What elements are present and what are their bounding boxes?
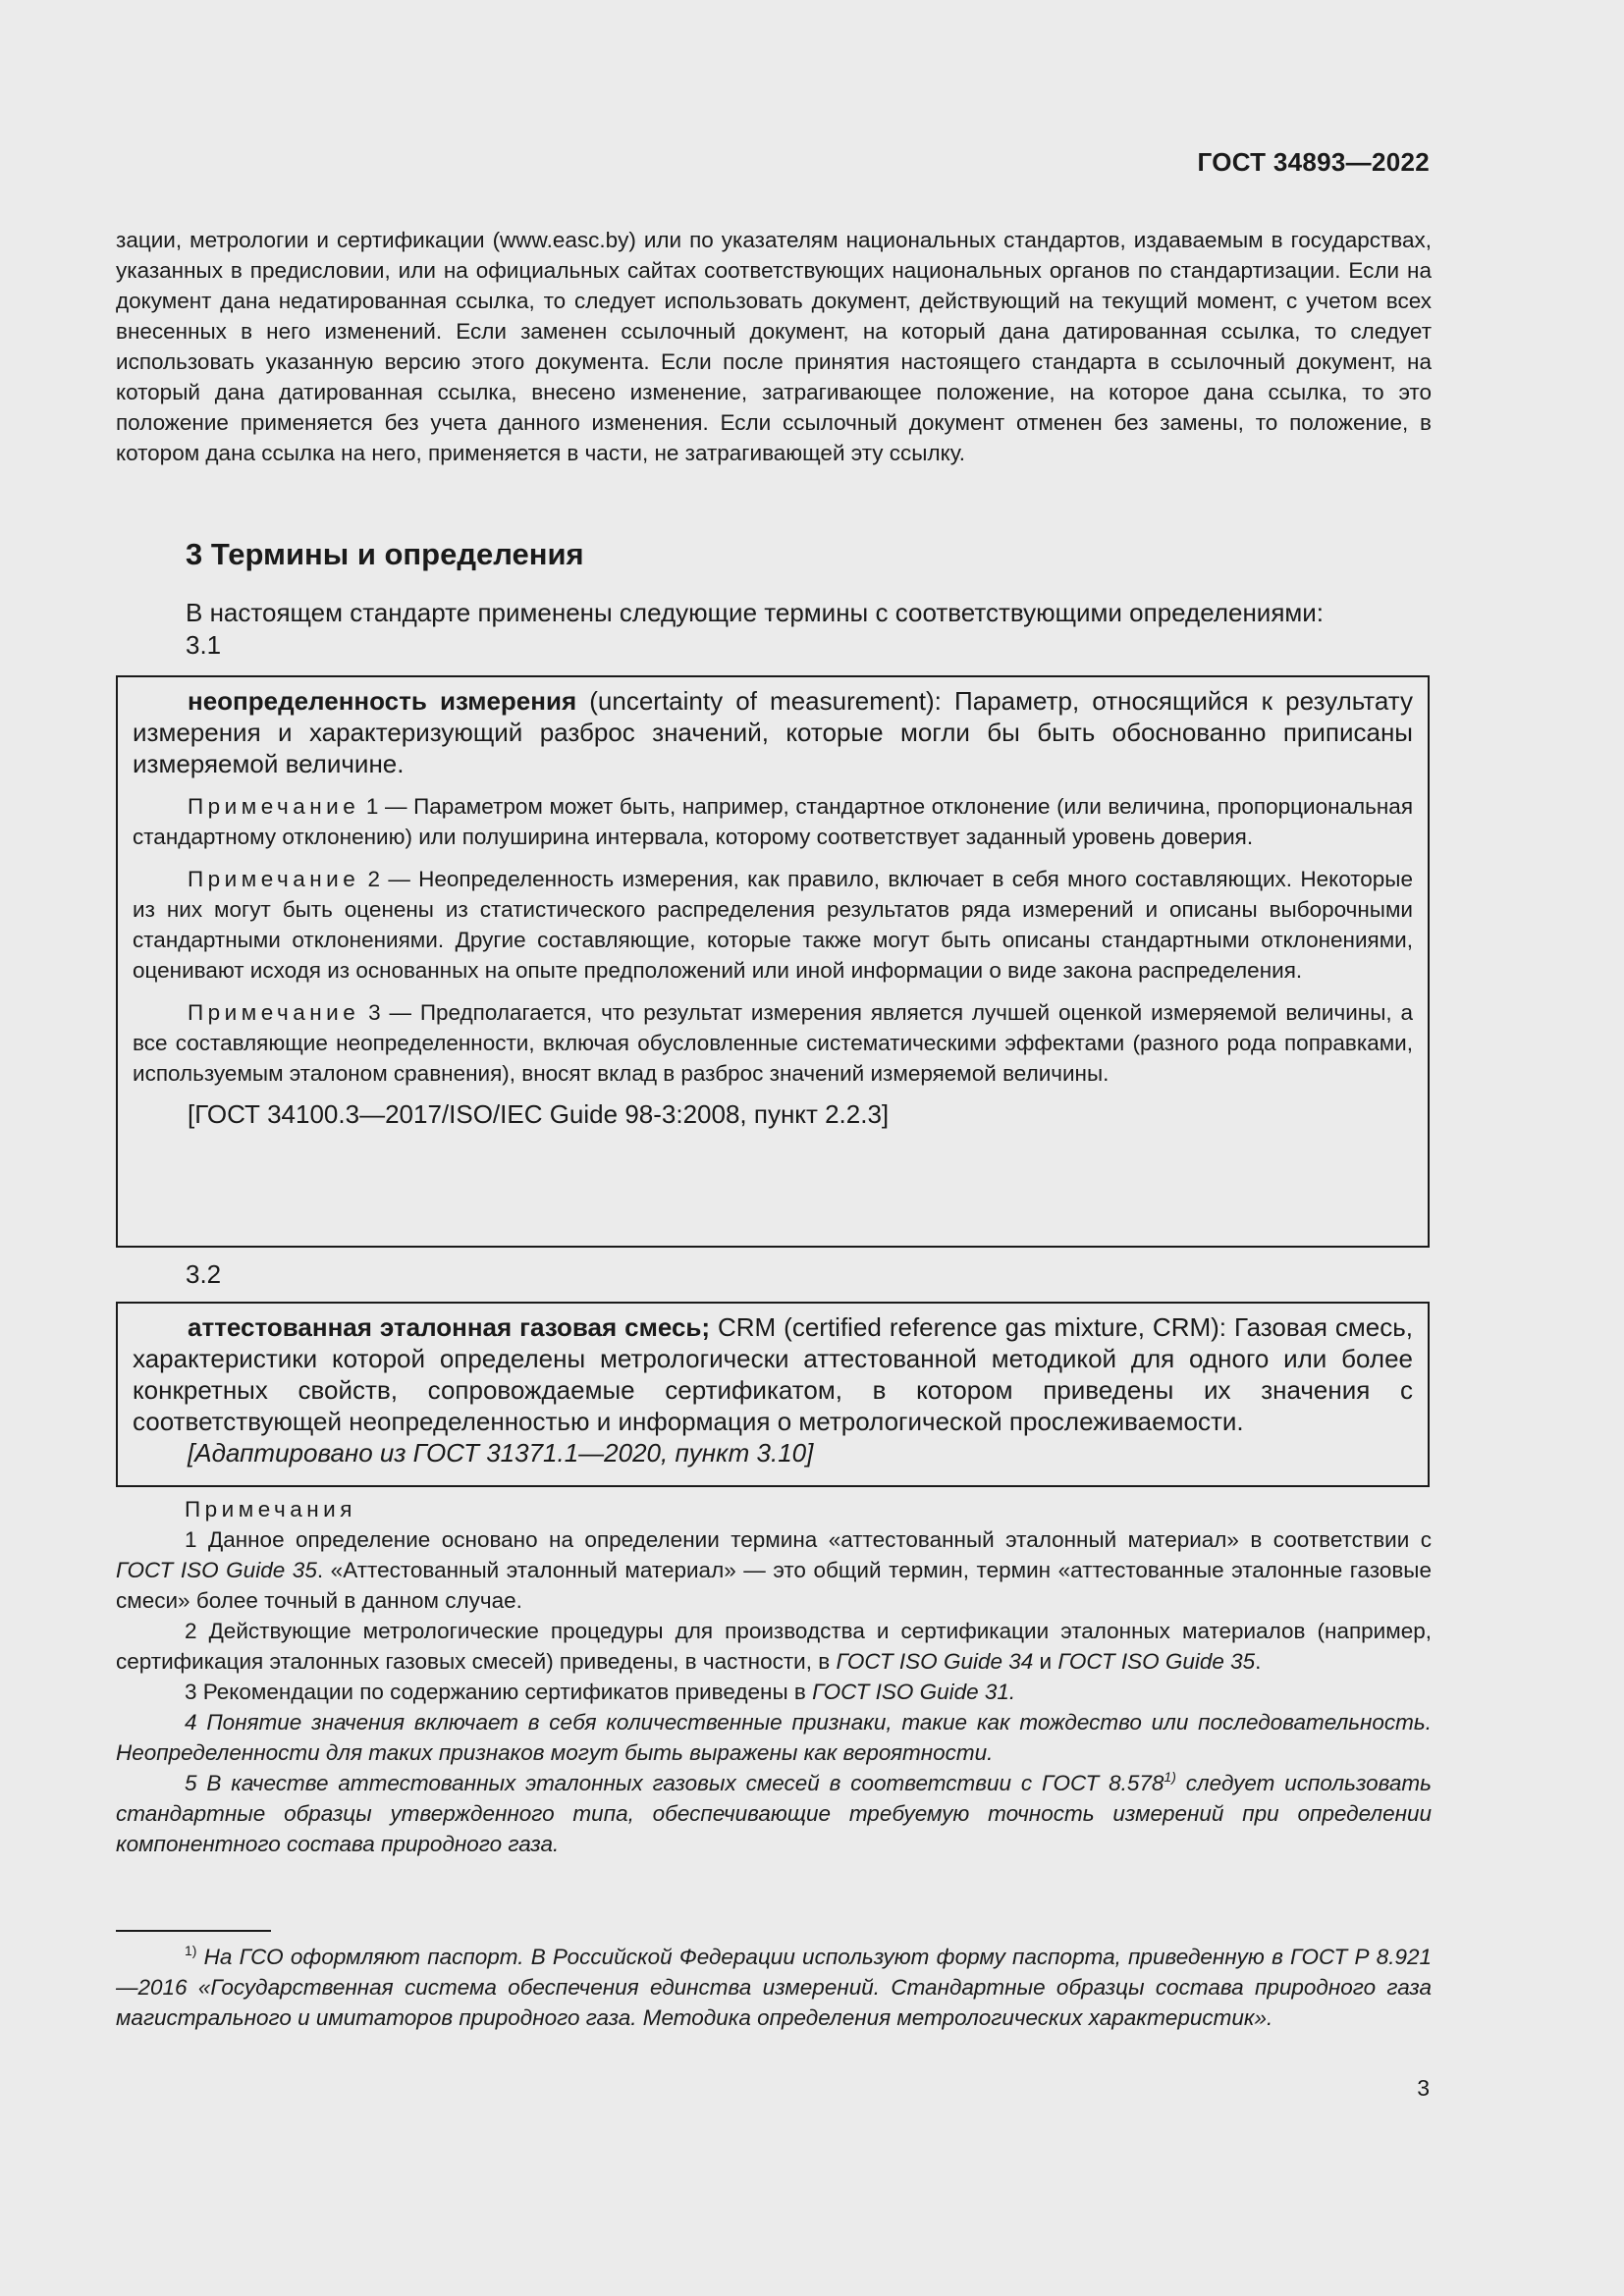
note-item-1: 1 Данное определение основано на определении термина «аттестованный эталонный материал» в соответствии с ГОСТ ISO Guide 35. «Аттестованный эталонный материал» — это общий термин, термин «аттестованные эталонные газовые смеси» более точный в данном случае. — [116, 1527, 1432, 1613]
note-item-3: 3 Рекомендации по содержанию сертификатов приведены в ГОСТ ISO Guide 31. — [185, 1680, 1016, 1704]
term-box-3-2 — [116, 1302, 1430, 1487]
term-name: аттестованная эталонная газовая смесь; — [188, 1312, 711, 1342]
term-name: неопределенность измерения — [188, 686, 577, 716]
definition-text: CRM (certified reference gas mixture, CRM): Газовая смесь, характеристики которой определены метрологически аттестованной методикой для одного или более конкретных свойств, сопровождаемые сертификатом, в котором приведены их значения с соответствующей неопределенностью и информация о метрологической прослеживаемости. — [133, 1312, 1413, 1436]
term-number-3-1: 3.1 — [186, 630, 222, 660]
note-text: 1 — Параметром может быть, например, стандартное отклонение (или величина, пропорциональная стандартному отклонению) или полуширина интервала, которому соответствует заданный уровень доверия. — [133, 794, 1413, 849]
footnote — [116, 1942, 1432, 2033]
page-number: 3 — [1417, 2075, 1430, 2101]
footnote-marker: 1) — [185, 1943, 197, 1958]
note-2 — [133, 864, 1413, 986]
note-label: Примечание — [188, 867, 360, 891]
term-source: [ГОСТ 34100.3—2017/ISO/IEC Guide 98-3:2008, пункт 2.2.3] — [188, 1099, 890, 1129]
note-1 — [133, 791, 1413, 852]
term-definition — [133, 1311, 1413, 1437]
notes-block — [116, 1494, 1432, 1859]
note-3 — [133, 997, 1413, 1089]
standard-number: ГОСТ 34893—2022 — [1197, 147, 1430, 177]
note-label: Примечание — [188, 794, 360, 819]
term-definition — [133, 685, 1413, 779]
note-item-4: 4 Понятие значения включает в себя количественные признаки, такие как тождество или последовательность. Неопределенности для таких признаков могут быть выражены как вероятности. — [116, 1710, 1432, 1765]
section-title: 3 Термины и определения — [186, 537, 584, 571]
lead-text: В настоящем стандарте применены следующие термины с соответствующими определениями: — [186, 598, 1325, 627]
note-item-5: 5 В качестве аттестованных эталонных газовых смесей в соответствии с ГОСТ 8.578$^{1)}$ следует использовать стандартные образцы утвержденного типа, обеспечивающие требуемую точность измерений при определении компонентного состава природного газа. — [116, 1769, 1432, 1856]
note-text: 3 — Предполагается, что результат измерения является лучшей оценкой измеряемой величины, а все составляющие неопределенности, включая обусловленные систематическими эффектами (разного рода поправками, используемым эталоном сравнения), вносят вклад в разброс значений измеряемой величины. — [133, 1000, 1413, 1086]
footnote-text: На ГСО оформляют паспорт. В Российской Федерации используют форму паспорта, приведенную в ГОСТ Р 8.921—2016 «Государственная система обеспечения единства измерений. Стандартные образцы состава природного газа магистрального и имитаторов природного газа. Методика определения метрологических характеристик». — [116, 1945, 1432, 2030]
term-source: [Адаптировано из ГОСТ 31371.1—2020, пункт 3.10] — [188, 1438, 814, 1468]
definition-text: (uncertainty of measurement): Параметр, относящийся к результату измерения и характеризующий разброс значений, которые могли бы быть обоснованно приписаны измеряемой величине. — [133, 686, 1413, 778]
footnote-ref: 1) — [1164, 1769, 1176, 1785]
note-item-2: 2 Действующие метрологические процедуры для производства и сертификации эталонных материалов (например, сертификация эталонных газовых смесей) приведены, в частности, в ГОСТ ISO Guide 34 и ГОСТ ISO Guide 35. — [116, 1619, 1432, 1674]
section-lead — [186, 597, 1324, 662]
note-text: 2 — Неопределенность измерения, как правило, включает в себя много составляющих. Некоторые из них могут быть оценены из статистического распределения результатов ряда измерений и описаны выборочными стандартными отклонениями. Другие составляющие, которые также могут быть описаны стандартными отклонениями, оценивают исходя из основанных на опыте предположений или иной информации о виде закона распределения. — [133, 867, 1413, 983]
notes-title: Примечания — [185, 1497, 356, 1522]
term-box-3-1 — [116, 675, 1430, 1248]
term-number-3-2: 3.2 — [186, 1259, 222, 1289]
intro-paragraph: зации, метрологии и сертификации (www.easc.by) или по указателям национальных стандартов, издаваемым в государствах, указанных в предисловии, или на официальных сайтах соответствующих национальных органов по стандартизации. Если на документ дана недатированная ссылка, то следует использовать документ, действующий на текущий момент, с учетом всех внесенных в него изменений. Если заменен ссылочный документ, на который дана датированная ссылка, то следует использовать указанную версию этого документа. Если после принятия настоящего стандарта в ссылочный документ, на который дана датированная ссылка, внесено изменение, затрагивающее положение, на которое дана ссылка, то это положение применяется без учета данного изменения. Если ссылочный документ отменен без замены, то положение, в котором дана ссылка на него, применяется в части, не затрагивающей эту ссылку. — [116, 228, 1432, 465]
footnote-separator — [116, 1930, 271, 1932]
note-label: Примечание — [188, 1000, 360, 1025]
